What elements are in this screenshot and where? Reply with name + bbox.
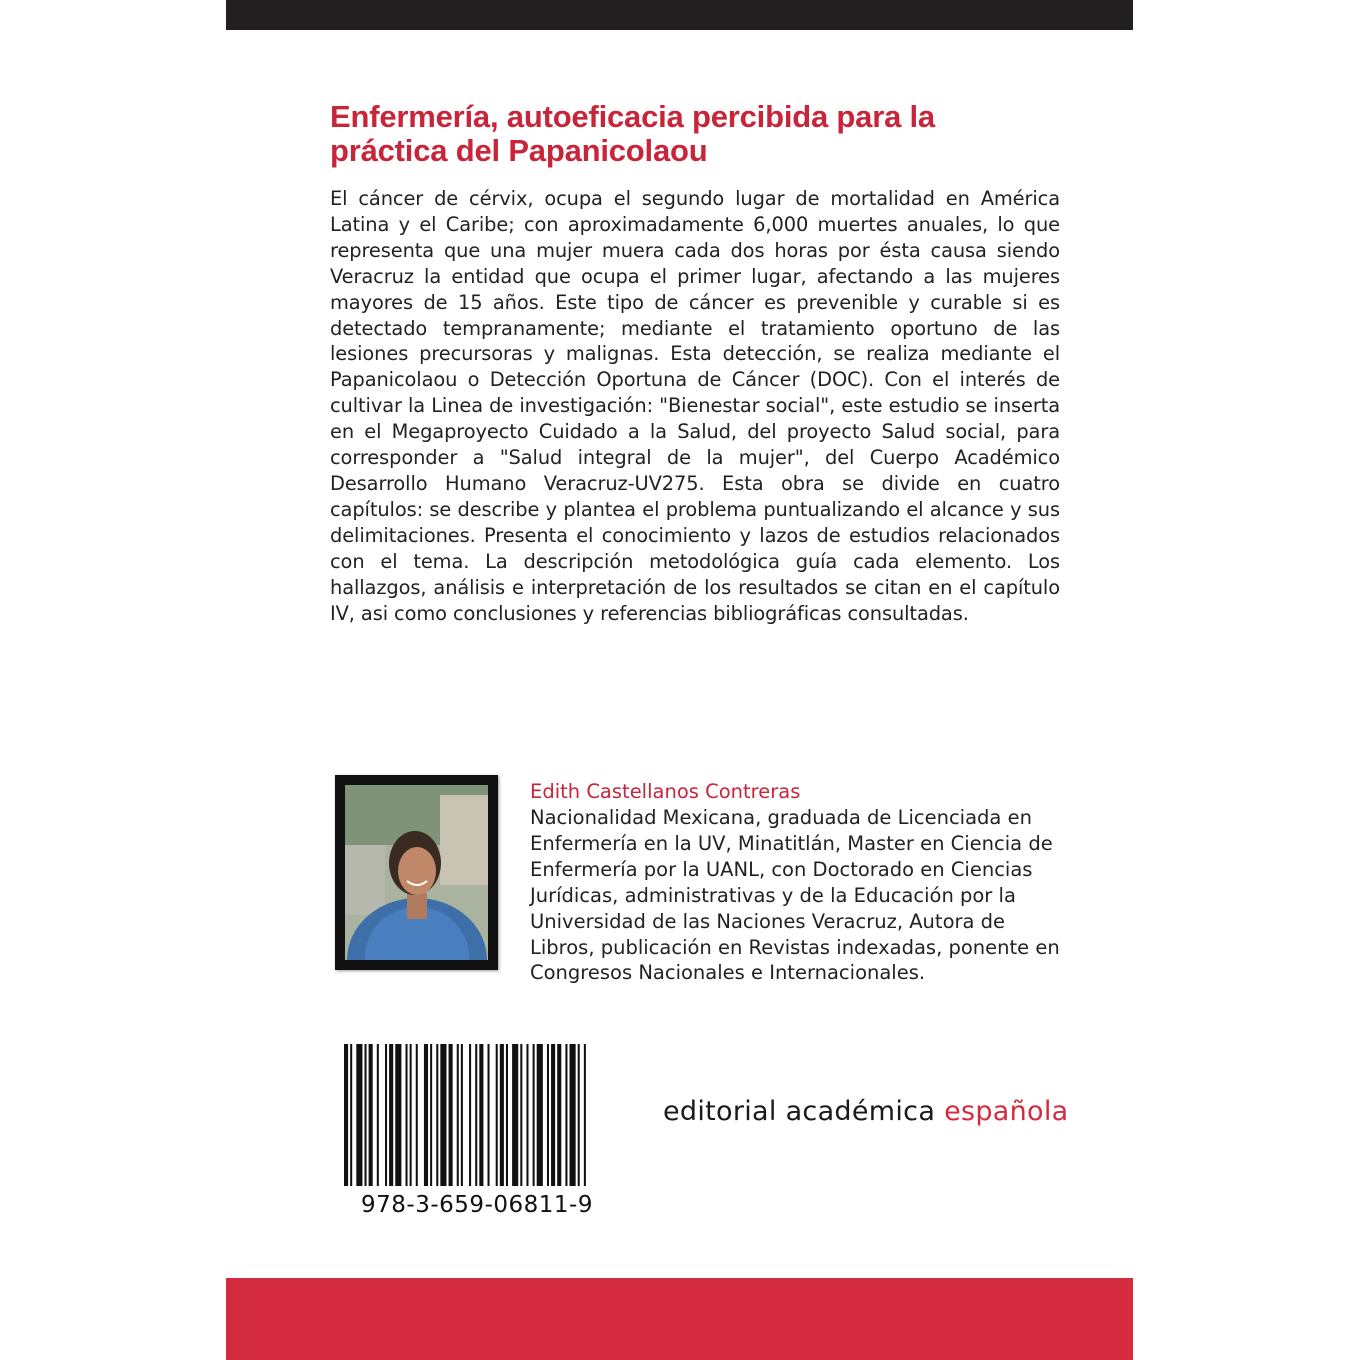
barcode-bar [385,1044,387,1186]
book-title [330,100,1050,168]
barcode-bar [377,1044,379,1186]
barcode-bar [356,1044,362,1186]
bottom-band [226,1278,1133,1360]
barcode-bar [537,1044,543,1186]
barcode-bar [557,1044,561,1186]
barcode-bar [551,1044,555,1186]
barcode-bar [365,1044,367,1186]
barcode-bar [500,1044,504,1186]
barcode-bar [526,1044,528,1186]
author-photo [335,775,498,970]
barcode-bar [469,1044,471,1186]
author-bio: Nacionalidad Mexicana, graduada de Licenciada en Enfermería en la UV, Minatitlán, Master en Ciencia de Enfermería por la UANL, con Doctorado en Ciencias Jurídicas, administrativas y de la Educación por la Universidad de las Naciones Veracruz, Autora de Libros, publicación en Revistas indexadas, ponente en Congresos Nacionales e Internacionales. [530,806,1060,985]
barcode-bar [440,1044,446,1186]
barcode-bar [430,1044,432,1186]
barcode-bar [344,1044,348,1186]
barcode-bar [547,1044,549,1186]
barcode-bar [410,1044,412,1186]
publisher-name: editorial académica [663,1096,945,1127]
barcode-bar [488,1044,490,1186]
barcode-bar [520,1044,522,1186]
author-portrait-image [345,785,488,960]
barcode-bar [584,1044,586,1186]
barcode-bar [457,1044,459,1186]
barcode-bar [496,1044,498,1186]
barcode-bar [461,1044,463,1186]
barcode-bar [424,1044,428,1186]
barcode-bar [436,1044,438,1186]
barcode-bar [512,1044,518,1186]
barcode-bar [565,1044,567,1186]
barcode-bar [395,1044,401,1186]
barcode-bar [389,1044,393,1186]
isbn-barcode [344,1044,610,1186]
barcode-bar [578,1044,580,1186]
author-name: Edith Castellanos Contreras [530,780,801,803]
publisher-name-accent: española [944,1096,1069,1127]
barcode-bar [406,1044,408,1186]
barcode-bar [479,1044,483,1186]
isbn-number: 978-3-659-06811-9 [361,1192,593,1218]
title-line-2: práctica del Papanicolaou [330,133,708,168]
barcode-bar [506,1044,508,1186]
barcode-bar [369,1044,373,1186]
barcode-bar [416,1044,418,1186]
top-band [226,0,1133,30]
title-line-1: Enfermería, autoeficacia percibida para la [330,99,935,134]
barcode-bar [475,1044,477,1186]
barcode-bar [533,1044,535,1186]
publisher-logo [663,1094,1069,1130]
book-description: El cáncer de cérvix, ocupa el segundo lugar de mortalidad en América Latina y el Caribe; con aproximadamente 6,000 muertes anuales, lo que representa que una mujer muera cada dos horas por ésta causa siendo Veracruz la entidad que ocupa el primer lugar, afectando a las mujeres mayores de 15 años. Este tipo de cáncer es prevenible y curable si es detectado tempranamente; mediante el tratamiento oportuno de las lesiones precursoras y malignas. Esta detección, se realiza mediante el Papanicolaou o Detección Oportuna de Cáncer (DOC). Con el interés de cultivar la Linea de investigación: "Bienestar social", este estudio se inserta en el Megaproyecto Cuidado a la Salud, del proyecto Salud social, para corresponder a "Salud integral de la mujer", del Cuerpo Académico Desarrollo Humano Veracruz-UV275. Esta obra se divide en cuatro capítulos: se describe y plantea el problema puntualizando el alcance y sus delimitaciones. Presenta el conocimiento y lazos de estudios relacionados con el tema. La descripción metodológica guía cada elemento. Los hallazgos, análisis e interpretación de los resultados se citan en el capítulo IV, asi como conclusiones y referencias bibliográficas consultadas. [330,187,1060,625]
book-back-cover [226,0,1133,1360]
barcode-bar [350,1044,352,1186]
barcode-bar [570,1044,576,1186]
barcode-bar [449,1044,453,1186]
